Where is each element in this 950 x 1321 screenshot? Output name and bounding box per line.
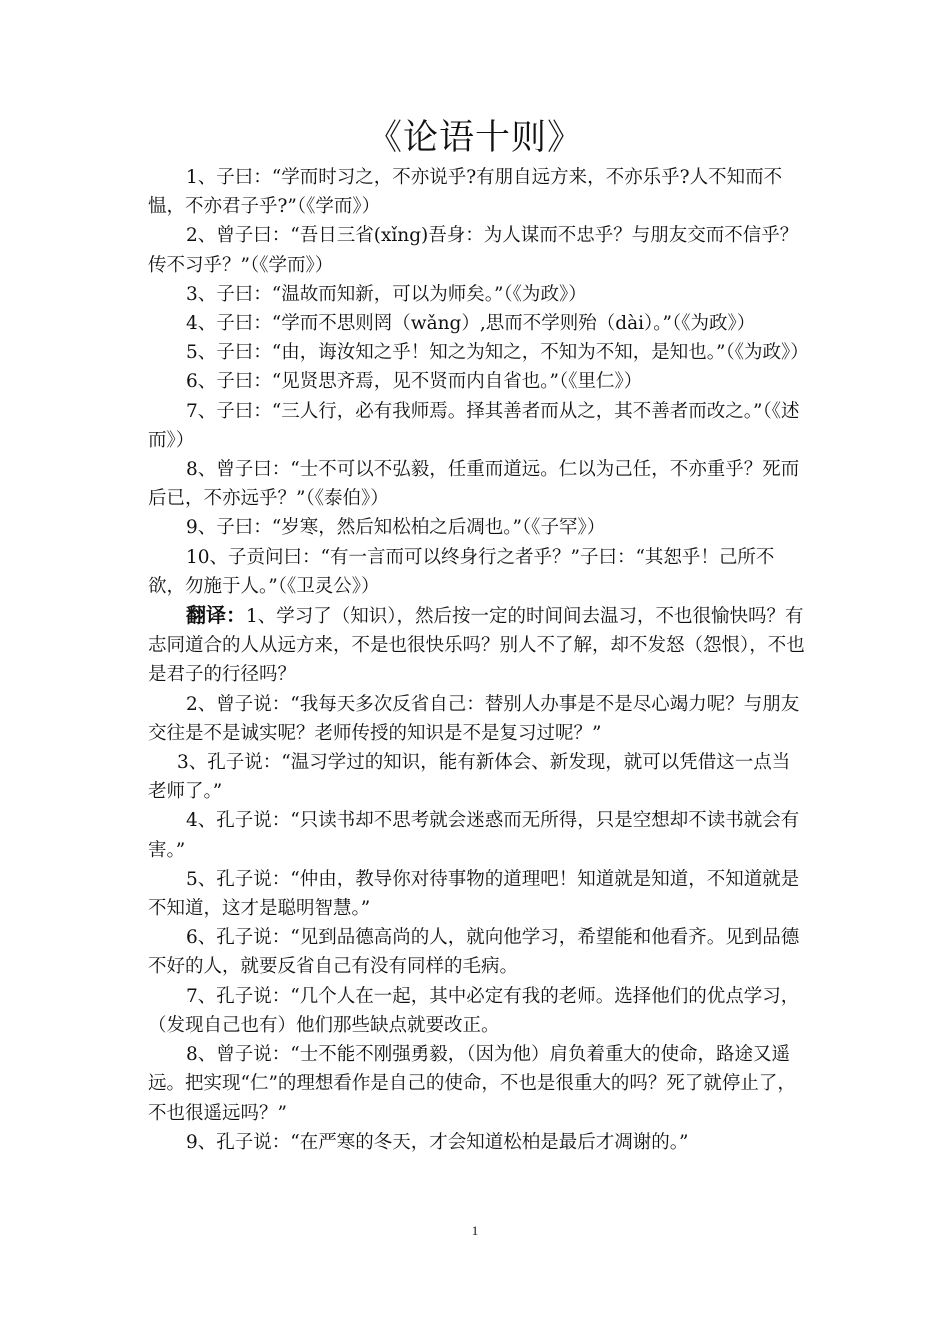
translation-item: 3、孔子说：“温习学过的知识，能有新体会、新发现，就可以凭借这一点当老师了。” — [148, 752, 791, 803]
original-item: 3、子曰：“温故而知新，可以为师矣。”（《为政》） — [186, 283, 587, 305]
original-item: 1、子曰：“学而时习之，不亦说乎?有朋自远方来，不亦乐乎?人不知而不愠，不亦君子乎?”（《学而》） — [148, 167, 783, 218]
page-number: 1 — [471, 1223, 479, 1238]
translation-text: 1、学习了（知识），然后按一定的时间间去温习，不也很愉快吗？有志同道合的人从远方来，不是也很快乐吗？别人不了解，却不发怒（怨恨），不也是君子的行径吗？ — [148, 606, 805, 686]
translation-item: 4、孔子说：“只读书却不思考就会迷惑而无所得，只是空想却不读书就会有害。” — [148, 810, 800, 861]
original-item: 10、子贡问曰：“有一言而可以终身行之者乎？”子曰：“其恕乎！己所不欲，勿施于人。”（《卫灵公》） — [148, 546, 775, 597]
original-item: 8、曾子曰：“士不可以不弘毅，任重而道远。仁以为己任，不亦重乎？死而后已，不亦远乎？”（《泰伯》） — [148, 459, 800, 510]
translation-item: 7、孔子说：“几个人在一起，其中必定有我的老师。选择他们的优点学习，（发现自己也有）他们那些缺点就要改正。 — [148, 985, 800, 1036]
original-item: 7、子曰：“三人行，必有我师焉。择其善者而从之，其不善者而改之。”（《述而》） — [148, 400, 800, 451]
document-title: 《论语十则》 — [366, 118, 583, 158]
original-item: 4、子曰：“学而不思则罔（wǎng）,思而不学则殆（dài）。”（《为政》） — [186, 313, 756, 335]
original-item: 2、曾子曰：“吾日三省(xǐng)吾身：为人谋而不忠乎？与朋友交而不信乎？传不习乎？”（《学而》） — [148, 225, 799, 276]
translation-item — [148, 601, 808, 690]
original-item: 6、子曰：“见贤思齐焉，见不贤而内自省也。”（《里仁》） — [186, 371, 643, 393]
translation-label: 翻译： — [186, 603, 246, 628]
translation-item: 2、曾子说：“我每天多次反省自己：替别人办事是不是尽心竭力呢？与朋友交往是不是诚实呢？老师传授的知识是不是复习过呢？” — [148, 693, 800, 744]
translation-item: 5、孔子说：“仲由，教导你对待事物的道理吧！知道就是知道，不知道就是不知道，这才是聪明智慧。” — [148, 868, 800, 920]
document-body — [148, 163, 808, 1157]
translation-item: 8、曾子说：“士不能不刚强勇毅，（因为他）肩负着重大的使命，路途又遥远。把实现“仁”的理想看作是自己的使命，不也是很重大的吗？死了就停止了，不也很遥远吗？” — [148, 1044, 796, 1124]
original-item: 9、子曰：“岁寒，然后知松柏之后凋也。”（《子罕》） — [186, 517, 606, 539]
translation-item: 9、孔子说：“在严寒的冬天，才会知道松柏是最后才凋谢的。” — [186, 1131, 689, 1153]
translation-item: 6、孔子说：“见到品德高尚的人，就向他学习，希望能和他看齐。见到品德不好的人，就要反省自己有没有同样的毛病。 — [148, 927, 800, 978]
original-item: 5、子曰：“由，诲汝知之乎！知之为知之，不知为不知，是知也。”（《为政》） — [186, 342, 809, 364]
